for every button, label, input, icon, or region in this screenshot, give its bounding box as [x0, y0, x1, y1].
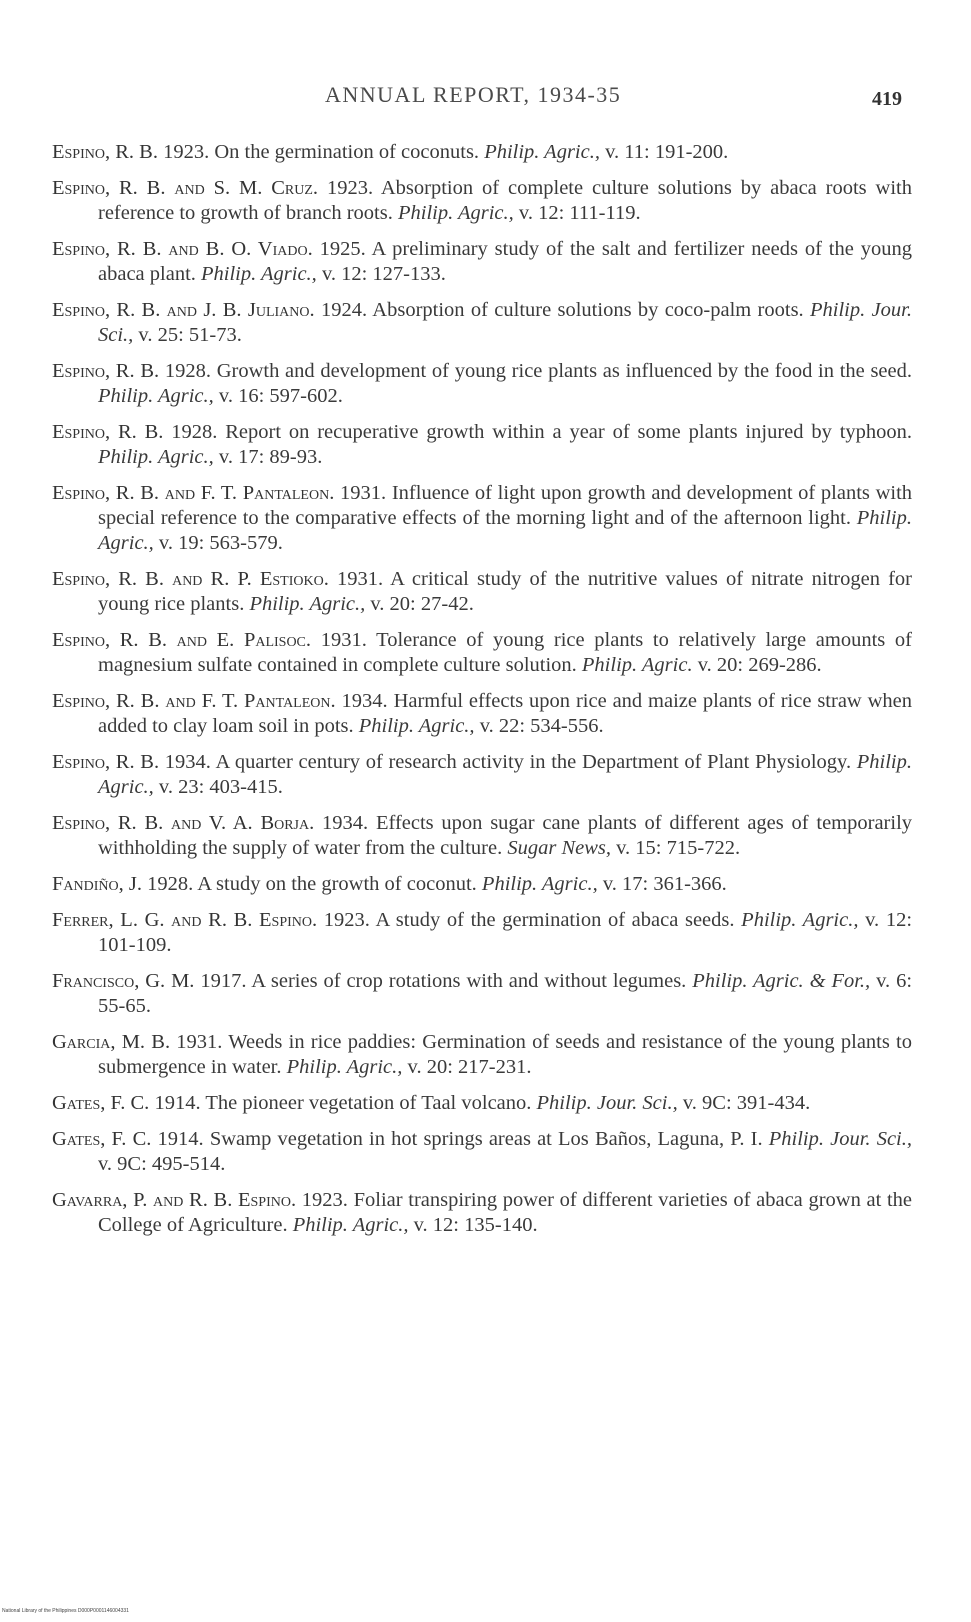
entry-year: 1934.	[341, 690, 388, 712]
bibliography-entry	[52, 481, 912, 556]
entry-journal: Philip. Jour. Sci.,	[98, 299, 912, 346]
entry-citation: v. 20: 217-231.	[407, 1056, 532, 1078]
entry-author: Gavarra, P. and R. B. Espino.	[52, 1189, 297, 1211]
entry-year: 1931.	[336, 568, 384, 590]
entry-title: Tolerance of young rice plants to relatively large amounts of magnesium sulfate contained in complete culture solution.	[98, 629, 912, 676]
entry-citation: v. 12: 135-140.	[413, 1214, 538, 1236]
entry-citation: v. 12: 101-109.	[98, 909, 913, 956]
entry-year: 1923.	[326, 177, 374, 199]
entry-citation: v. 12: 111-119.	[518, 202, 641, 224]
entry-citation: v. 19: 563-579.	[158, 532, 283, 554]
entry-year: 1923.	[163, 141, 210, 163]
entry-year: 1917.	[200, 970, 247, 992]
bibliography-entry	[52, 750, 912, 800]
entry-author: Espino, R. B.	[52, 360, 160, 382]
entry-title: Absorption of complete culture solutions by abaca roots with reference to growth of branch roots.	[98, 177, 913, 224]
entry-author: Garcia, M. B.	[52, 1031, 171, 1053]
entry-citation: v. 9C: 495-514.	[98, 1153, 226, 1175]
entry-author: Espino, R. B. and J. B. Juliano.	[52, 299, 315, 321]
entry-journal: Philip. Agric.,	[481, 873, 598, 895]
entry-citation: v. 15: 715-722.	[616, 837, 741, 859]
running-title: ANNUAL REPORT, 1934-35	[325, 82, 622, 107]
entry-title: A series of crop rotations with and without legumes.	[251, 970, 687, 992]
entry-title: Foliar transpiring power of different varieties of abaca grown at the College of Agriculture.	[98, 1189, 913, 1236]
entry-author: Espino, R. B. and R. P. Estioko.	[52, 568, 329, 590]
entry-year: 1923.	[323, 909, 370, 931]
entry-title: Swamp vegetation in hot springs areas at Los Baños, Laguna, P. I.	[209, 1128, 763, 1150]
entry-citation: v. 20: 269-286.	[697, 654, 822, 676]
entry-citation: v. 6: 55-65.	[98, 970, 913, 1017]
entry-citation: v. 23: 403-415.	[158, 776, 283, 798]
bibliography-list	[52, 140, 912, 1249]
entry-title: A critical study of the nutritive values of nitrate nitrogen for young rice plants.	[98, 568, 913, 615]
entry-journal: Philip. Agric.,	[98, 751, 912, 798]
entry-year: 1931.	[340, 482, 387, 504]
bibliography-entry	[52, 567, 912, 617]
entry-title: A preliminary study of the salt and fertilizer needs of the young abaca plant.	[98, 238, 913, 285]
entry-journal: Philip. Agric. & For.,	[692, 970, 871, 992]
entry-journal: Philip. Agric.,	[249, 593, 366, 615]
entry-title: Influence of light upon growth and development of plants with special reference to the comparative effects of the morning light and of the afternoon light.	[98, 482, 913, 529]
entry-year: 1931.	[320, 629, 367, 651]
entry-author: Espino, R. B.	[52, 751, 160, 773]
entry-year: 1928.	[164, 360, 211, 382]
entry-title: A study of the germination of abaca seeds.	[375, 909, 735, 931]
entry-author: Espino, R. B. and V. A. Borja.	[52, 812, 315, 834]
entry-journal: Philip. Agric.	[581, 654, 693, 676]
bibliography-entry	[52, 628, 912, 678]
entry-author: Espino, R. B. and S. M. Cruz.	[52, 177, 319, 199]
bibliography-entry	[52, 908, 912, 958]
entry-year: 1934.	[164, 751, 211, 773]
entry-year: 1928.	[171, 421, 218, 443]
entry-year: 1928.	[147, 873, 194, 895]
entry-citation: v. 20: 27-42.	[370, 593, 474, 615]
entry-year: 1923.	[301, 1189, 348, 1211]
entry-year: 1925.	[319, 238, 366, 260]
entry-author: Gates, F. C.	[52, 1092, 150, 1114]
bibliography-entry	[52, 176, 912, 226]
bibliography-entry	[52, 1127, 912, 1177]
bibliography-entry	[52, 1091, 912, 1116]
entry-title: On the germination of coconuts.	[214, 141, 480, 163]
entry-title: Harmful effects upon rice and maize plants of rice straw when added to clay loam soil in pots.	[98, 690, 913, 737]
entry-author: Espino, R. B. and B. O. Viado.	[52, 238, 313, 260]
entry-author: Espino, R. B.	[52, 421, 164, 443]
entry-year: 1931.	[176, 1031, 223, 1053]
entry-author: Gates, F. C.	[52, 1128, 152, 1150]
entry-citation: v. 9C: 391-434.	[682, 1092, 811, 1114]
entry-author: Espino, R. B. and F. T. Pantaleon.	[52, 690, 336, 712]
entry-author: Francisco, G. M.	[52, 970, 195, 992]
entry-author: Espino, R. B. and E. Palisoc.	[52, 629, 312, 651]
bibliography-entry	[52, 689, 912, 739]
page-header	[0, 82, 971, 112]
entry-journal: Philip. Agric.,	[286, 1056, 403, 1078]
entry-year: 1914.	[157, 1128, 204, 1150]
entry-journal: Philip. Agric.,	[397, 202, 514, 224]
bibliography-entry	[52, 1030, 912, 1080]
bibliography-entry	[52, 237, 912, 287]
entry-journal: Philip. Agric.,	[201, 263, 317, 285]
entry-title: A quarter century of research activity in the Department of Plant Physiology.	[215, 751, 852, 773]
entry-author: Espino, R. B.	[52, 141, 158, 163]
entry-journal: Philip. Agric.,	[98, 446, 214, 468]
entry-journal: Philip. Jour. Sci.,	[536, 1092, 678, 1114]
entry-journal: Philip. Agric.,	[358, 715, 475, 737]
bibliography-entry	[52, 811, 912, 861]
bibliography-entry	[52, 420, 912, 470]
entry-journal: Philip. Agric.,	[292, 1214, 409, 1236]
entry-journal: Philip. Jour. Sci.,	[768, 1128, 912, 1150]
entry-journal: Philip. Agric.,	[741, 909, 859, 931]
entry-journal: Sugar News,	[507, 837, 611, 859]
entry-title: Report on recuperative growth within a year of some plants injured by typhoon.	[225, 421, 913, 443]
entry-journal: Philip. Agric.,	[484, 141, 600, 163]
entry-title: Growth and development of young rice plants as influenced by the food in the seed.	[216, 360, 913, 382]
entry-title: A study on the growth of coconut.	[197, 873, 477, 895]
entry-title: Absorption of culture solutions by coco-palm roots.	[372, 299, 804, 321]
entry-year: 1924.	[320, 299, 368, 321]
bibliography-entry	[52, 359, 912, 409]
entry-citation: v. 17: 89-93.	[218, 446, 323, 468]
entry-year: 1914.	[154, 1092, 201, 1114]
library-footer: National Library of the Philippines D000P0001146004331	[2, 1608, 129, 1614]
entry-citation: v. 17: 361-366.	[602, 873, 727, 895]
bibliography-entry	[52, 1188, 912, 1238]
bibliography-entry	[52, 298, 912, 348]
entry-title: Weeds in rice paddies: Germination of seeds and resistance of the young plants to submergence in water.	[98, 1031, 912, 1078]
bibliography-entry	[52, 969, 912, 1019]
entry-citation: v. 11: 191-200.	[605, 141, 729, 163]
entry-author: Ferrer, L. G. and R. B. Espino.	[52, 909, 318, 931]
entry-title: The pioneer vegetation of Taal volcano.	[205, 1092, 532, 1114]
entry-citation: v. 25: 51-73.	[138, 324, 242, 346]
bibliography-entry	[52, 872, 912, 897]
entry-citation: v. 16: 597-602.	[218, 385, 343, 407]
entry-author: Espino, R. B. and F. T. Pantaleon.	[52, 482, 335, 504]
entry-citation: v. 12: 127-133.	[321, 263, 446, 285]
page-number: 419	[872, 88, 902, 110]
bibliography-entry	[52, 140, 912, 165]
entry-citation: v. 22: 534-556.	[479, 715, 604, 737]
entry-journal: Philip. Agric.,	[98, 507, 912, 554]
entry-author: Fandiño, J.	[52, 873, 142, 895]
entry-journal: Philip. Agric.,	[98, 385, 214, 407]
entry-title: Effects upon sugar cane plants of different ages of temporarily withholding the supply of water from the culture.	[98, 812, 913, 859]
entry-year: 1934.	[322, 812, 369, 834]
